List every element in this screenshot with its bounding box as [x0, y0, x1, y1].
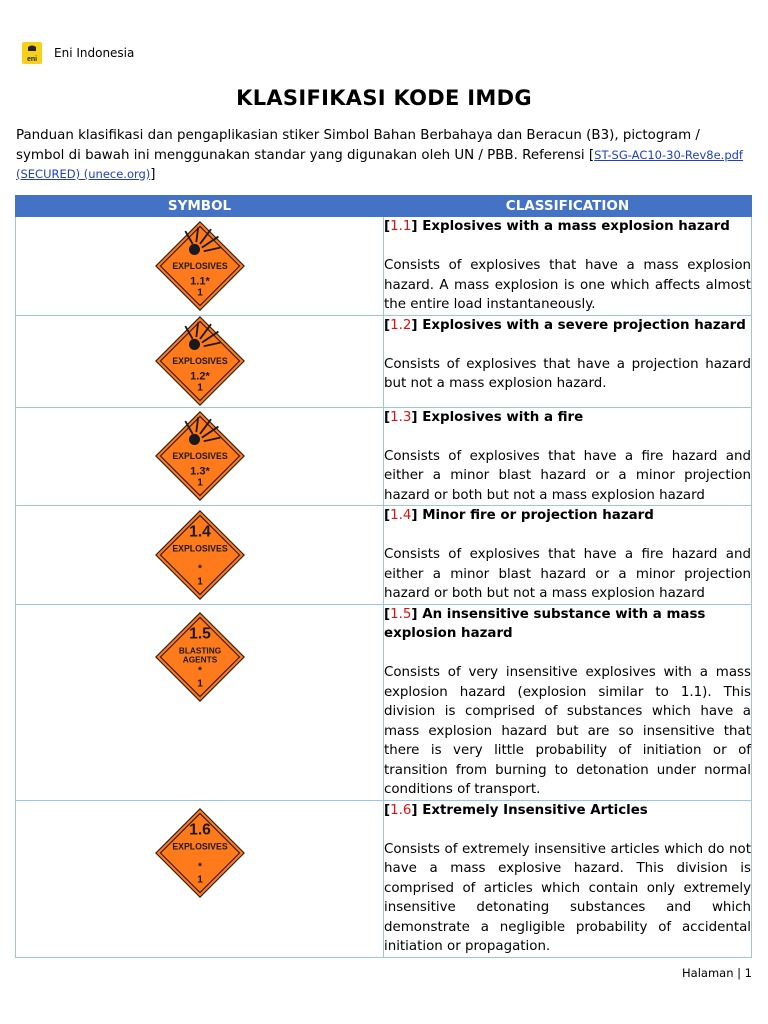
page-header: [22, 42, 134, 64]
classification-cell: [384, 407, 752, 506]
explosive-diamond-icon: [151, 611, 249, 703]
symbol-cell: [16, 506, 384, 605]
table-row: [16, 217, 752, 316]
sign-label: EXPLOSIVES: [171, 355, 228, 366]
table-row: [16, 315, 752, 407]
sign-class: 1: [196, 576, 203, 588]
sign-label-2: AGENTS: [182, 655, 217, 665]
sign-label: EXPLOSIVES: [171, 543, 228, 554]
division-description: Consists of explosives that have a fire hazard and either a minor blast hazard or a minor projection hazard or both but not a mass explosion hazard: [384, 448, 751, 503]
sign-class: 1: [196, 382, 203, 394]
classification-title: [1.4] Minor fire or projection hazard: [384, 508, 654, 523]
division-title: Minor fire or projection hazard: [422, 508, 654, 523]
sign-compat: *: [197, 861, 202, 873]
division-code: 1.3: [390, 409, 412, 425]
classification-title: [1.6] Extremely Insensitive Articles: [384, 802, 648, 818]
division-description: Consists of explosives that have a projection hazard but not a mass explosion hazard.: [384, 356, 751, 391]
intro-close: ]: [150, 167, 156, 182]
explosive-diamond-icon: [151, 807, 249, 899]
sign-label: EXPLOSIVES: [171, 451, 228, 462]
eni-logo-icon: [22, 42, 42, 64]
division-title: An insensitive substance with a mass explosion hazard: [384, 606, 706, 641]
page-title: KLASIFIKASI KODE IMDG: [236, 86, 532, 110]
division-title: Explosives with a severe projection hazard: [422, 317, 746, 333]
sign-class: 1: [196, 477, 203, 489]
division-title: Explosives with a mass explosion hazard: [422, 219, 730, 234]
reference-link[interactable]: ST-SG-AC10-30-Rev8e.pdf (SECURED) (unece.org): [16, 147, 743, 181]
sign-compat: 1.1*: [189, 275, 210, 288]
sign-label: BLASTING: [178, 645, 221, 655]
sign-compat: *: [197, 665, 202, 677]
division-description: Consists of very insensitive explosives with a mass explosion hazard (explosion similar to 1.1). This division is comprised of substances which have a mass explosion hazard but are so insensitive that there is very little probability of initiation or of transition from burning to detonation under normal conditions of transport.: [384, 665, 751, 797]
classification-title: [1.3] Explosives with a fire: [384, 409, 584, 425]
sign-class: 1: [196, 287, 203, 299]
division-description: Consists of explosives that have a fire hazard and either a minor blast hazard or a minor projection hazard or both but not a mass explosion hazard: [384, 547, 751, 601]
table-row: [16, 407, 752, 506]
sign-label: EXPLOSIVES: [171, 840, 228, 851]
classification-title: [1.2] Explosives with a severe projection hazard: [384, 317, 746, 333]
sign-division: 1.6: [188, 821, 211, 839]
division-title: Extremely Insensitive Articles: [422, 802, 648, 818]
division-title: Explosives with a fire: [422, 409, 584, 425]
symbol-cell: [16, 315, 384, 407]
imdg-classification-table: [15, 195, 752, 958]
sign-label: EXPLOSIVES: [171, 260, 228, 271]
classification-cell: [384, 506, 752, 605]
sign-class: 1: [196, 873, 203, 885]
sign-compat: 1.2*: [189, 370, 210, 383]
page-footer: Halaman | 1: [682, 966, 752, 980]
classification-header: CLASSIFICATION: [384, 196, 752, 217]
division-code: 1.2: [390, 317, 412, 333]
symbol-cell: [16, 407, 384, 506]
sign-division: 1.4: [188, 523, 211, 541]
symbol-header: SYMBOL: [16, 196, 384, 217]
division-code: 1.6: [390, 802, 412, 818]
table-row: [16, 800, 752, 957]
table-row: [16, 506, 752, 605]
explosive-diamond-icon: [151, 220, 249, 312]
classification-cell: [384, 604, 752, 800]
division-description: Consists of extremely insensitive articles which do not have a mass explosive hazard. This division is comprised of articles which contain only extremely insensitive detonating substances and which demonstrate a negligible probability of accidental initiation or propagation.: [384, 841, 751, 954]
sign-division: 1.5: [188, 625, 211, 643]
classification-cell: [384, 800, 752, 957]
division-code: 1.5: [390, 606, 412, 622]
explosive-diamond-icon: [151, 509, 249, 601]
table-row: [16, 604, 752, 800]
division-code: 1.1: [390, 219, 412, 234]
classification-cell: [384, 315, 752, 407]
sign-compat: 1.3*: [189, 465, 210, 478]
symbol-cell: [16, 217, 384, 316]
symbol-cell: [16, 800, 384, 957]
explosive-diamond-icon: [151, 410, 249, 502]
company-name: Eni Indonesia: [54, 46, 135, 60]
classification-title: [1.5] An insensitive substance with a mass explosion hazard: [384, 606, 706, 641]
classification-title: [1.1] Explosives with a mass explosion hazard: [384, 219, 730, 234]
intro-paragraph: [16, 126, 752, 185]
svg-text:eni: eni: [26, 56, 38, 63]
intro-text: Panduan klasifikasi dan pengaplikasian stiker Simbol Bahan Berbahaya dan Beracun (B3), pictogram / symbol di bawah ini menggunakan standar yang digunakan oleh UN / PBB. Referensi [: [16, 128, 700, 163]
classification-cell: [384, 217, 752, 316]
sign-compat: *: [197, 563, 202, 575]
sign-class: 1: [196, 677, 203, 689]
explosive-diamond-icon: [151, 315, 249, 407]
division-code: 1.4: [390, 508, 412, 523]
symbol-cell: [16, 604, 384, 800]
division-description: Consists of explosives that have a mass explosion hazard. A mass explosion is one which affects almost the entire load instantaneously.: [384, 258, 751, 312]
